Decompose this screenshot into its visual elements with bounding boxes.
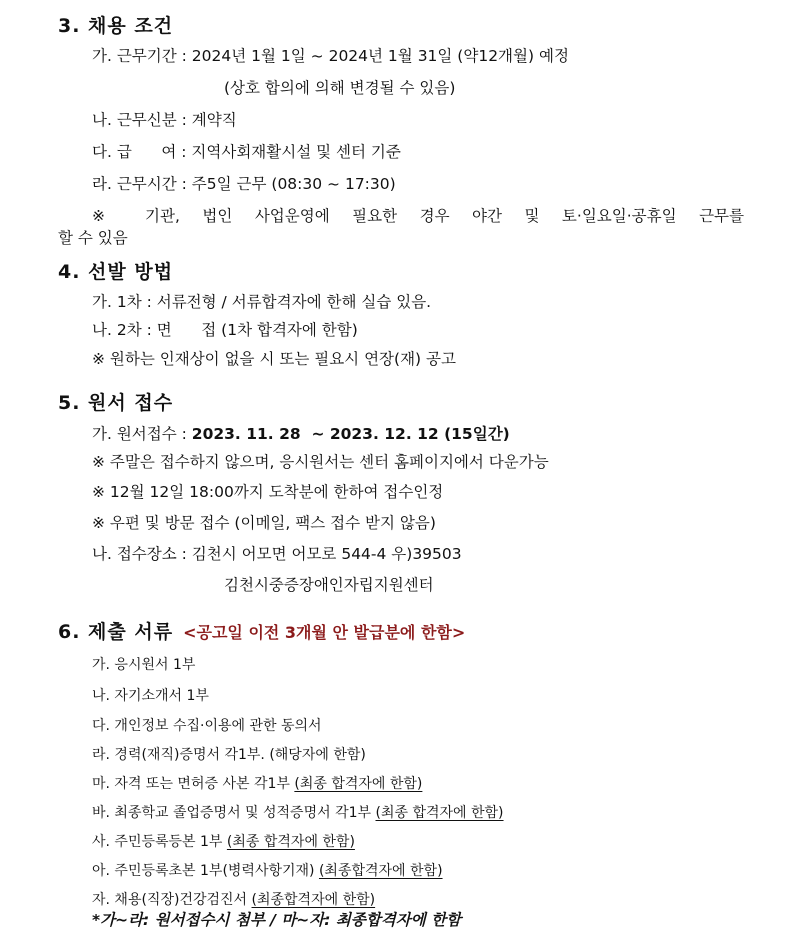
s6-footnote: *가~라: 원서접수시 첨부 / 마~자: 최종합격자에 한함: [92, 911, 462, 929]
list-item-text: 라. 경력(재직)증명서 각1부. (해당자에 한함): [92, 747, 366, 763]
section-6-title: 6. 제출 서류 <공고일 이전 3개월 안 발급분에 한함>: [58, 621, 466, 643]
s3-note-line2: 할 수 있음: [58, 229, 128, 247]
s3-note-line1: ※ 기관, 법인 사업운영에 필요한 경우 야간 및 토·일요일·공휴일 근무를: [92, 207, 744, 225]
s4-first-round: 가. 1차 : 서류전형 / 서류합격자에 한해 실습 있음.: [92, 293, 432, 311]
section-4-title: 4. 선발 방법: [58, 261, 174, 283]
s4-second-round: 나. 2차 : 면 접 (1차 합격자에 한함): [92, 321, 358, 339]
s3-work-period-note: (상호 합의에 의해 변경될 수 있음): [224, 79, 456, 97]
list-item: [92, 832, 355, 852]
s3-work-hours: 라. 근무시간 : 주5일 근무 (08:30 ~ 17:30): [92, 175, 396, 193]
s4-note: ※ 원하는 인재상이 없을 시 또는 필요시 연장(재) 공고: [92, 350, 456, 368]
s3-work-period: 가. 근무기간 : 2024년 1월 1일 ~ 2024년 1월 31일 (약12개월) 예정: [92, 47, 569, 65]
list-item-condition: (최종 합격자에 한함): [226, 834, 355, 850]
list-item-text: 나. 자기소개서 1부: [92, 688, 209, 704]
list-item: [92, 774, 422, 794]
list-item: [92, 803, 504, 823]
list-item-condition: (최종합격자에 한함): [251, 892, 376, 908]
list-item: [92, 890, 375, 910]
list-item-condition: (최종 합격자에 한함): [375, 805, 504, 821]
s5-note-3: ※ 우편 및 방문 접수 (이메일, 팩스 접수 받지 않음): [92, 514, 436, 532]
list-item: [92, 716, 322, 736]
s5-note-2: ※ 12월 12일 18:00까지 도착분에 한하여 접수인정: [92, 483, 444, 501]
s5-location: 나. 접수장소 : 김천시 어모면 어모로 544-4 우)39503: [92, 545, 462, 563]
s5-location-center: 김천시중증장애인자립지원센터: [224, 576, 434, 594]
s6-title-note: <공고일 이전 3개월 안 발급분에 한함>: [183, 623, 466, 642]
list-item: [92, 861, 443, 881]
s3-salary: 다. 급 여 : 지역사회재활시설 및 센터 기준: [92, 143, 401, 161]
section-5-title: 5. 원서 접수: [58, 392, 174, 414]
s5-note-1: ※ 주말은 접수하지 않으며, 응시원서는 센터 홈페이지에서 다운가능: [92, 453, 549, 471]
list-item-text: 다. 개인정보 수집·이용에 관한 동의서: [92, 718, 322, 734]
s5-application-period-value: 2023. 11. 28 ~ 2023. 12. 12 (15일간): [191, 425, 510, 443]
section-3-title: 3. 채용 조건: [58, 15, 174, 37]
s3-employment-status: 나. 근무신분 : 계약직: [92, 111, 237, 129]
list-item: [92, 745, 366, 765]
list-item: [92, 686, 209, 706]
list-item-text: 바. 최종학교 졸업증명서 및 성적증명서 각1부: [92, 805, 376, 821]
list-item-text: 가. 응시원서 1부: [92, 657, 196, 673]
list-item-text: 자. 채용(직장)건강검진서: [92, 892, 252, 908]
s5-application-period-label: 가. 원서접수 :: [92, 425, 192, 443]
list-item-text: 마. 자격 또는 면허증 사본 각1부: [92, 776, 295, 792]
s5-application-period: [92, 424, 510, 444]
list-item-text: 사. 주민등록등본 1부: [92, 834, 227, 850]
list-item-condition: (최종 합격자에 한함): [294, 776, 423, 792]
list-item-condition: (최종합격자에 한함): [318, 863, 443, 879]
list-item: [92, 655, 195, 675]
list-item-text: 아. 주민등록초본 1부(병력사항기재): [92, 863, 319, 879]
